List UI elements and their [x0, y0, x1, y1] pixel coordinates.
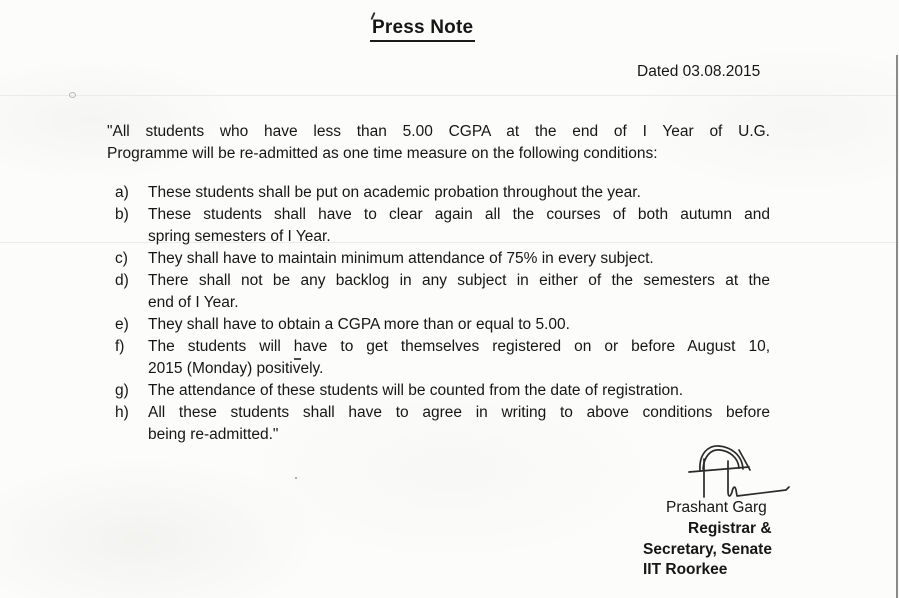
scan-dot-artifact	[295, 477, 297, 479]
condition-marker: b)	[115, 206, 129, 223]
condition-marker: e)	[115, 316, 129, 333]
condition-item-b	[107, 204, 770, 248]
condition-text	[148, 248, 770, 270]
condition-marker: c)	[115, 250, 128, 267]
intro-line: "All students who have less than 5.00 CGPA at the end of I Year of U.G.	[107, 123, 770, 140]
scan-line-artifact	[0, 95, 899, 96]
condition-item-d	[107, 270, 770, 314]
condition-text	[148, 314, 770, 336]
scan-edge-artifact	[896, 55, 898, 598]
intro-line: Programme will be re-admitted as one time measure on the following conditions:	[107, 145, 658, 162]
page-title: Press Note	[370, 17, 475, 42]
condition-line: being re-admitted."	[148, 426, 279, 443]
condition-item-h	[107, 402, 770, 446]
condition-line: These students shall be put on academic probation throughout the year.	[148, 184, 641, 201]
condition-text	[148, 402, 770, 446]
signatory-name: Prashant Garg	[666, 499, 767, 516]
condition-text	[148, 182, 770, 204]
condition-item-f	[107, 336, 770, 380]
condition-line: spring semesters of I Year.	[148, 228, 331, 245]
condition-line: 2015 (Monday) positively.	[148, 360, 324, 377]
condition-item-e	[107, 314, 770, 336]
intro-paragraph	[107, 121, 770, 165]
condition-line: All these students shall have to agree in writing to above conditions before	[148, 404, 770, 421]
condition-marker: h)	[115, 404, 129, 421]
condition-line: These students shall have to clear again all the courses of both autumn and	[148, 206, 770, 223]
condition-item-c	[107, 248, 770, 270]
condition-line: The students will have to get themselves registered on or before August 10,	[148, 338, 770, 355]
condition-text	[148, 204, 770, 248]
condition-marker: g)	[115, 382, 129, 399]
condition-line: They shall have to maintain minimum attendance of 75% in every subject.	[148, 250, 654, 267]
condition-line: end of I Year.	[148, 294, 239, 311]
condition-line: They shall have to obtain a CGPA more than or equal to 5.00.	[148, 316, 570, 333]
condition-item-g	[107, 380, 770, 402]
condition-marker: f)	[115, 338, 125, 355]
signatory-designation: Secretary, Senate	[643, 541, 772, 558]
condition-marker: d)	[115, 272, 129, 289]
condition-item-a	[107, 182, 770, 204]
signature-scribble	[680, 441, 795, 503]
date-line: Dated 03.08.2015	[637, 63, 761, 80]
condition-line: The attendance of these students will be counted from the date of registration.	[148, 382, 684, 399]
conditions-list	[107, 182, 770, 446]
condition-marker: a)	[115, 184, 129, 201]
condition-line: There shall not be any backlog in any subject in either of the semesters at the	[148, 272, 770, 289]
signatory-designation: Registrar &	[688, 520, 772, 537]
signatory-institute: IIT Roorkee	[643, 561, 728, 578]
condition-text	[148, 270, 770, 314]
scan-smudge-artifact	[69, 92, 76, 98]
condition-text	[148, 336, 770, 380]
condition-text	[148, 380, 770, 402]
